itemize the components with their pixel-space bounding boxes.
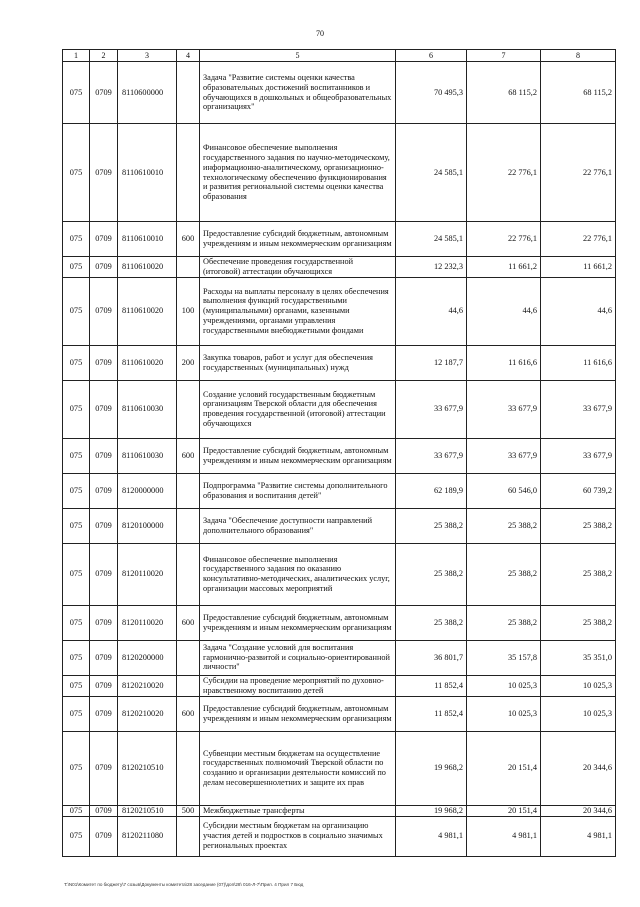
table-row	[63, 124, 616, 222]
amount-year2-cell: 11 616,6	[467, 345, 541, 380]
article-code-cell: 8110610020	[118, 345, 177, 380]
section-code-cell: 0709	[90, 277, 118, 345]
admin-code-cell: 075	[63, 805, 90, 816]
section-code-cell: 0709	[90, 380, 118, 438]
article-code-cell: 8120210510	[118, 731, 177, 805]
amount-year3-cell: 11 661,2	[541, 257, 616, 278]
amount-year2-cell: 35 157,8	[467, 640, 541, 675]
expense-type-cell: 600	[177, 222, 200, 257]
section-code-cell: 0709	[90, 257, 118, 278]
admin-code-cell: 075	[63, 473, 90, 508]
amount-year3-cell: 20 344,6	[541, 731, 616, 805]
expense-type-cell: 600	[177, 605, 200, 640]
article-code-cell: 8110610030	[118, 438, 177, 473]
amount-year3-cell: 22 776,1	[541, 124, 616, 222]
expense-type-cell	[177, 508, 200, 543]
item-name-cell: Субвенции местным бюджетам на осуществление государственных полномочий Тверской области по созданию и организации деятельности комиссий по делам несовершеннолетних и защите их прав	[200, 731, 396, 805]
article-code-cell: 8120100000	[118, 508, 177, 543]
amount-year2-cell: 20 151,4	[467, 805, 541, 816]
table-row	[63, 62, 616, 124]
table-row	[63, 277, 616, 345]
article-code-cell: 8110610020	[118, 257, 177, 278]
admin-code-cell: 075	[63, 508, 90, 543]
column-header: 6	[396, 50, 467, 62]
amount-year1-cell: 11 852,4	[396, 675, 467, 696]
item-name-cell: Задача "Развитие системы оценки качества образовательных достижений воспитанников и обучающихся в дошкольных и общеобразовательных организациях"	[200, 62, 396, 124]
item-name-cell: Обеспечение проведения государственной (итоговой) аттестации обучающихся	[200, 257, 396, 278]
admin-code-cell: 075	[63, 62, 90, 124]
item-name-cell: Межбюджетные трансферты	[200, 805, 396, 816]
expense-type-cell	[177, 543, 200, 605]
amount-year1-cell: 70 495,3	[396, 62, 467, 124]
section-code-cell: 0709	[90, 640, 118, 675]
expense-type-cell	[177, 816, 200, 856]
expense-type-cell	[177, 380, 200, 438]
table-row	[63, 805, 616, 816]
amount-year1-cell: 12 187,7	[396, 345, 467, 380]
amount-year3-cell: 44,6	[541, 277, 616, 345]
article-code-cell: 8120210020	[118, 696, 177, 731]
column-header: 3	[118, 50, 177, 62]
section-code-cell: 0709	[90, 473, 118, 508]
table-row	[63, 473, 616, 508]
table-row	[63, 675, 616, 696]
article-code-cell: 8110610010	[118, 222, 177, 257]
amount-year3-cell: 10 025,3	[541, 675, 616, 696]
column-header: 4	[177, 50, 200, 62]
admin-code-cell: 075	[63, 640, 90, 675]
admin-code-cell: 075	[63, 257, 90, 278]
section-code-cell: 0709	[90, 345, 118, 380]
expense-type-cell	[177, 473, 200, 508]
article-code-cell: 8110610020	[118, 277, 177, 345]
amount-year2-cell: 33 677,9	[467, 380, 541, 438]
amount-year3-cell: 33 677,9	[541, 380, 616, 438]
admin-code-cell: 075	[63, 438, 90, 473]
table-row	[63, 438, 616, 473]
expense-type-cell	[177, 62, 200, 124]
section-code-cell: 0709	[90, 543, 118, 605]
section-code-cell: 0709	[90, 816, 118, 856]
amount-year2-cell: 25 388,2	[467, 508, 541, 543]
section-code-cell: 0709	[90, 438, 118, 473]
admin-code-cell: 075	[63, 124, 90, 222]
table-row	[63, 222, 616, 257]
amount-year2-cell: 10 025,3	[467, 696, 541, 731]
amount-year1-cell: 25 388,2	[396, 508, 467, 543]
expense-type-cell: 100	[177, 277, 200, 345]
amount-year2-cell: 60 546,0	[467, 473, 541, 508]
item-name-cell: Субсидии на проведение мероприятий по духовно-нравственному воспитанию детей	[200, 675, 396, 696]
amount-year2-cell: 4 981,1	[467, 816, 541, 856]
amount-year1-cell: 19 968,2	[396, 805, 467, 816]
item-name-cell: Финансовое обеспечение выполнения государственного задания по оказанию консультативно-методических, аналитических услуг, организации массовых мероприятий	[200, 543, 396, 605]
expense-type-cell	[177, 675, 200, 696]
amount-year1-cell: 11 852,4	[396, 696, 467, 731]
expense-type-cell: 600	[177, 696, 200, 731]
column-header: 8	[541, 50, 616, 62]
amount-year1-cell: 62 189,9	[396, 473, 467, 508]
table-row	[63, 696, 616, 731]
admin-code-cell: 075	[63, 696, 90, 731]
expense-type-cell	[177, 640, 200, 675]
article-code-cell: 8120000000	[118, 473, 177, 508]
amount-year1-cell: 44,6	[396, 277, 467, 345]
amount-year2-cell: 33 677,9	[467, 438, 541, 473]
amount-year2-cell: 25 388,2	[467, 543, 541, 605]
expense-type-cell	[177, 731, 200, 805]
admin-code-cell: 075	[63, 731, 90, 805]
amount-year1-cell: 24 585,1	[396, 124, 467, 222]
amount-year3-cell: 20 344,6	[541, 805, 616, 816]
article-code-cell: 8120200000	[118, 640, 177, 675]
item-name-cell: Подпрограмма "Развитие системы дополнительного образования и воспитания детей"	[200, 473, 396, 508]
table-row	[63, 605, 616, 640]
expense-type-cell	[177, 124, 200, 222]
table-row	[63, 508, 616, 543]
amount-year2-cell: 68 115,2	[467, 62, 541, 124]
section-code-cell: 0709	[90, 62, 118, 124]
item-name-cell: Предоставление субсидий бюджетным, автономным учреждениям и иным некоммерческим организациям	[200, 605, 396, 640]
expense-type-cell: 200	[177, 345, 200, 380]
amount-year1-cell: 25 388,2	[396, 543, 467, 605]
item-name-cell: Предоставление субсидий бюджетным, автономным учреждениям и иным некоммерческим организациям	[200, 222, 396, 257]
item-name-cell: Задача "Обеспечение доступности направлений дополнительного образования"	[200, 508, 396, 543]
item-name-cell: Финансовое обеспечение выполнения государственного задания по научно-методическому, информационно-аналитическому, организационно-технологическому обеспечению функционирования и развития региональной системы оценки качества образования	[200, 124, 396, 222]
amount-year3-cell: 4 981,1	[541, 816, 616, 856]
item-name-cell: Предоставление субсидий бюджетным, автономным учреждениям и иным некоммерческим организациям	[200, 696, 396, 731]
amount-year3-cell: 25 388,2	[541, 508, 616, 543]
amount-year3-cell: 25 388,2	[541, 605, 616, 640]
amount-year1-cell: 19 968,2	[396, 731, 467, 805]
section-code-cell: 0709	[90, 605, 118, 640]
column-header: 7	[467, 50, 541, 62]
admin-code-cell: 075	[63, 277, 90, 345]
article-code-cell: 8120210020	[118, 675, 177, 696]
amount-year1-cell: 36 801,7	[396, 640, 467, 675]
table-row	[63, 731, 616, 805]
section-code-cell: 0709	[90, 696, 118, 731]
column-header: 2	[90, 50, 118, 62]
amount-year2-cell: 22 776,1	[467, 124, 541, 222]
amount-year3-cell: 68 115,2	[541, 62, 616, 124]
amount-year1-cell: 33 677,9	[396, 380, 467, 438]
page-number: 70	[316, 29, 324, 38]
article-code-cell: 8110610030	[118, 380, 177, 438]
amount-year2-cell: 11 661,2	[467, 257, 541, 278]
item-name-cell: Закупка товаров, работ и услуг для обеспечения государственных (муниципальных) нужд	[200, 345, 396, 380]
admin-code-cell: 075	[63, 675, 90, 696]
amount-year2-cell: 22 776,1	[467, 222, 541, 257]
amount-year2-cell: 20 151,4	[467, 731, 541, 805]
amount-year3-cell: 10 025,3	[541, 696, 616, 731]
amount-year2-cell: 25 388,2	[467, 605, 541, 640]
section-code-cell: 0709	[90, 675, 118, 696]
table-header-row	[63, 50, 616, 62]
article-code-cell: 8120110020	[118, 605, 177, 640]
table-row	[63, 640, 616, 675]
article-code-cell: 8110600000	[118, 62, 177, 124]
amount-year2-cell: 10 025,3	[467, 675, 541, 696]
item-name-cell: Предоставление субсидий бюджетным, автономным учреждениям и иным некоммерческим организациям	[200, 438, 396, 473]
item-name-cell: Расходы на выплаты персоналу в целях обеспечения выполнения функций государственными (муниципальными) органами, казенными учреждениями, органами управления государственными внебюджетными фондами	[200, 277, 396, 345]
section-code-cell: 0709	[90, 805, 118, 816]
section-code-cell: 0709	[90, 731, 118, 805]
admin-code-cell: 075	[63, 222, 90, 257]
article-code-cell: 8110610010	[118, 124, 177, 222]
amount-year1-cell: 25 388,2	[396, 605, 467, 640]
column-header: 5	[200, 50, 396, 62]
amount-year1-cell: 33 677,9	[396, 438, 467, 473]
item-name-cell: Субсидии местным бюджетам на организацию участия детей и подростков в социально значимых региональных проектах	[200, 816, 396, 856]
table-row	[63, 543, 616, 605]
amount-year3-cell: 35 351,0	[541, 640, 616, 675]
expense-type-cell: 600	[177, 438, 200, 473]
admin-code-cell: 075	[63, 345, 90, 380]
amount-year3-cell: 33 677,9	[541, 438, 616, 473]
article-code-cell: 8120211080	[118, 816, 177, 856]
column-header: 1	[63, 50, 90, 62]
item-name-cell: Задача "Создание условий для воспитания гармонично-развитой и социально-ориентированной личности"	[200, 640, 396, 675]
section-code-cell: 0709	[90, 124, 118, 222]
table-row	[63, 816, 616, 856]
footer-file-path: T:\N01\Комитет по бюджету\7 созыв\Документы комитета\28 заседание (07)\доп\28\ 016-Л-7\Прил. 4 Прил 7 Бюд	[64, 882, 304, 887]
article-code-cell: 8120110020	[118, 543, 177, 605]
section-code-cell: 0709	[90, 508, 118, 543]
table-row	[63, 345, 616, 380]
amount-year3-cell: 25 388,2	[541, 543, 616, 605]
table-row	[63, 380, 616, 438]
amount-year2-cell: 44,6	[467, 277, 541, 345]
admin-code-cell: 075	[63, 605, 90, 640]
amount-year1-cell: 4 981,1	[396, 816, 467, 856]
item-name-cell: Создание условий государственным бюджетным организациям Тверской области для обеспечения проведения государственной (итоговой) аттестации обучающихся	[200, 380, 396, 438]
amount-year1-cell: 12 232,3	[396, 257, 467, 278]
expense-type-cell: 500	[177, 805, 200, 816]
section-code-cell: 0709	[90, 222, 118, 257]
admin-code-cell: 075	[63, 816, 90, 856]
amount-year3-cell: 60 739,2	[541, 473, 616, 508]
amount-year3-cell: 22 776,1	[541, 222, 616, 257]
admin-code-cell: 075	[63, 543, 90, 605]
amount-year1-cell: 24 585,1	[396, 222, 467, 257]
expense-type-cell	[177, 257, 200, 278]
amount-year3-cell: 11 616,6	[541, 345, 616, 380]
table-row	[63, 257, 616, 278]
admin-code-cell: 075	[63, 380, 90, 438]
budget-table	[62, 49, 616, 857]
article-code-cell: 8120210510	[118, 805, 177, 816]
